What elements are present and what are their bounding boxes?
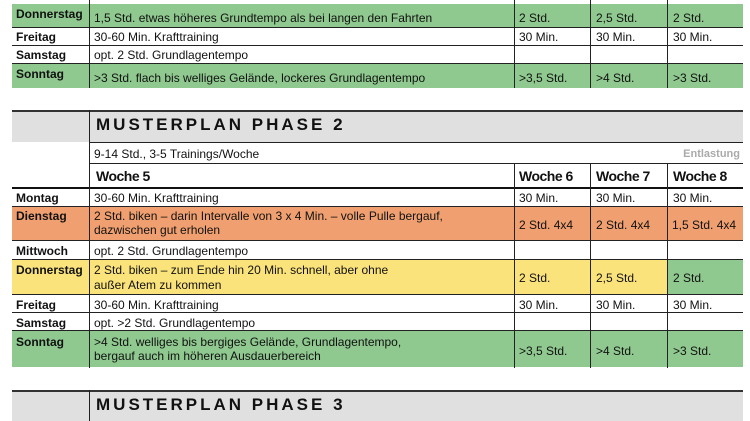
day-label: Donnerstag (16, 7, 83, 21)
workout-text: 30-60 Min. Krafttraining (94, 191, 219, 205)
week-value: 30 Min. (673, 30, 713, 44)
week-value: 2 Std. (673, 11, 705, 25)
week-value: 2,5 Std. (596, 271, 638, 285)
week-value: 1,5 Std. 4x4 (672, 218, 737, 232)
workout-text: 2 Std. biken – darin Intervalle von 3 x 4 Min. – volle Pulle bergauf, (94, 209, 443, 223)
week-value: 2 Std. (519, 271, 551, 285)
week-value: 2 Std. (519, 11, 551, 25)
workout-text: dazwischen gut erholen (94, 223, 221, 237)
workout-text: >3 Std. flach bis welliges Gelände, lockeres Grundlagentempo (94, 71, 426, 85)
phase3-header-topline (12, 390, 743, 392)
week-value: 2 Std. (673, 271, 705, 285)
divider (12, 312, 743, 313)
divider (89, 110, 90, 142)
week-header-6: Woche 6 (519, 168, 573, 184)
week-header-7: Woche 7 (596, 168, 650, 184)
workout-text: opt. 2 Std. Grundlagentempo (94, 244, 249, 258)
divider (590, 163, 591, 368)
workout-text: 1,5 Std. etwas höheres Grundtempo als bei langen den Fahrten (94, 11, 433, 25)
phase2-header-topline (12, 110, 743, 112)
workout-text: 30-60 Min. Krafttraining (94, 30, 219, 44)
week-value: >3,5 Std. (519, 344, 568, 358)
week-header-5: Woche 5 (96, 168, 150, 184)
entlastung-label: Entlastung (683, 148, 740, 160)
day-label: Mittwoch (16, 244, 68, 258)
divider (12, 330, 743, 331)
divider (12, 45, 743, 46)
divider (89, 0, 90, 88)
workout-text: opt. 2 Std. Grundlagentempo (94, 48, 249, 62)
week-value: 30 Min. (596, 30, 636, 44)
day-label: Samstag (16, 316, 67, 330)
day-label: Dienstag (16, 209, 67, 223)
workout-text: 30-60 Min. Krafttraining (94, 298, 219, 312)
divider (89, 163, 743, 164)
day-label: Montag (16, 191, 59, 205)
phase2-subtitle: 9-14 Std., 3-5 Trainings/Woche (94, 147, 260, 161)
week-value: 2 Std. 4x4 (519, 218, 574, 232)
week-value: >4 Std. (596, 344, 635, 358)
divider (514, 163, 515, 368)
divider (590, 0, 591, 88)
divider (12, 206, 743, 207)
workout-text: bergauf auch im höheren Ausdauerbereich (94, 349, 321, 363)
divider (12, 63, 743, 64)
week-value: 30 Min. (519, 30, 559, 44)
week-value: >3 Std. (673, 71, 712, 85)
workout-text: außer Atem zu kommen (94, 278, 222, 292)
week-value: 30 Min. (519, 298, 559, 312)
divider (514, 0, 515, 88)
week-header-8: Woche 8 (673, 168, 727, 184)
week-value: >4 Std. (596, 71, 635, 85)
day-label: Freitag (16, 30, 57, 44)
week-value: 2 Std. 4x4 (596, 218, 651, 232)
workout-text: >4 Std. welliges bis bergiges Gelände, Grundlagentempo, (94, 335, 402, 349)
week-value: 30 Min. (596, 298, 636, 312)
divider (89, 142, 743, 143)
divider (12, 27, 743, 28)
divider (667, 0, 668, 88)
divider (667, 163, 668, 368)
phase3-title: MUSTERPLAN PHASE 3 (96, 395, 346, 414)
day-label: Samstag (16, 48, 67, 62)
week-value: 30 Min. (596, 191, 636, 205)
divider (12, 240, 743, 241)
divider (12, 294, 743, 295)
workout-text: 2 Std. biken – zum Ende hin 20 Min. schnell, aber ohne (94, 263, 389, 277)
day-label: Sonntag (16, 67, 64, 81)
day-label: Sonntag (16, 335, 64, 349)
phase2-title: MUSTERPLAN PHASE 2 (96, 115, 346, 134)
day-label: Donnerstag (16, 263, 83, 277)
day-label: Freitag (16, 298, 57, 312)
divider (89, 142, 90, 368)
divider (12, 259, 743, 260)
week-value: 30 Min. (673, 191, 713, 205)
week-value: 2,5 Std. (596, 11, 638, 25)
week-value: 30 Min. (519, 191, 559, 205)
divider (89, 390, 90, 421)
week-value: 30 Min. (673, 298, 713, 312)
week-value: >3 Std. (673, 344, 712, 358)
workout-text: opt. >2 Std. Grundlagentempo (94, 316, 256, 330)
week-value: >3,5 Std. (519, 71, 568, 85)
divider (12, 187, 743, 189)
